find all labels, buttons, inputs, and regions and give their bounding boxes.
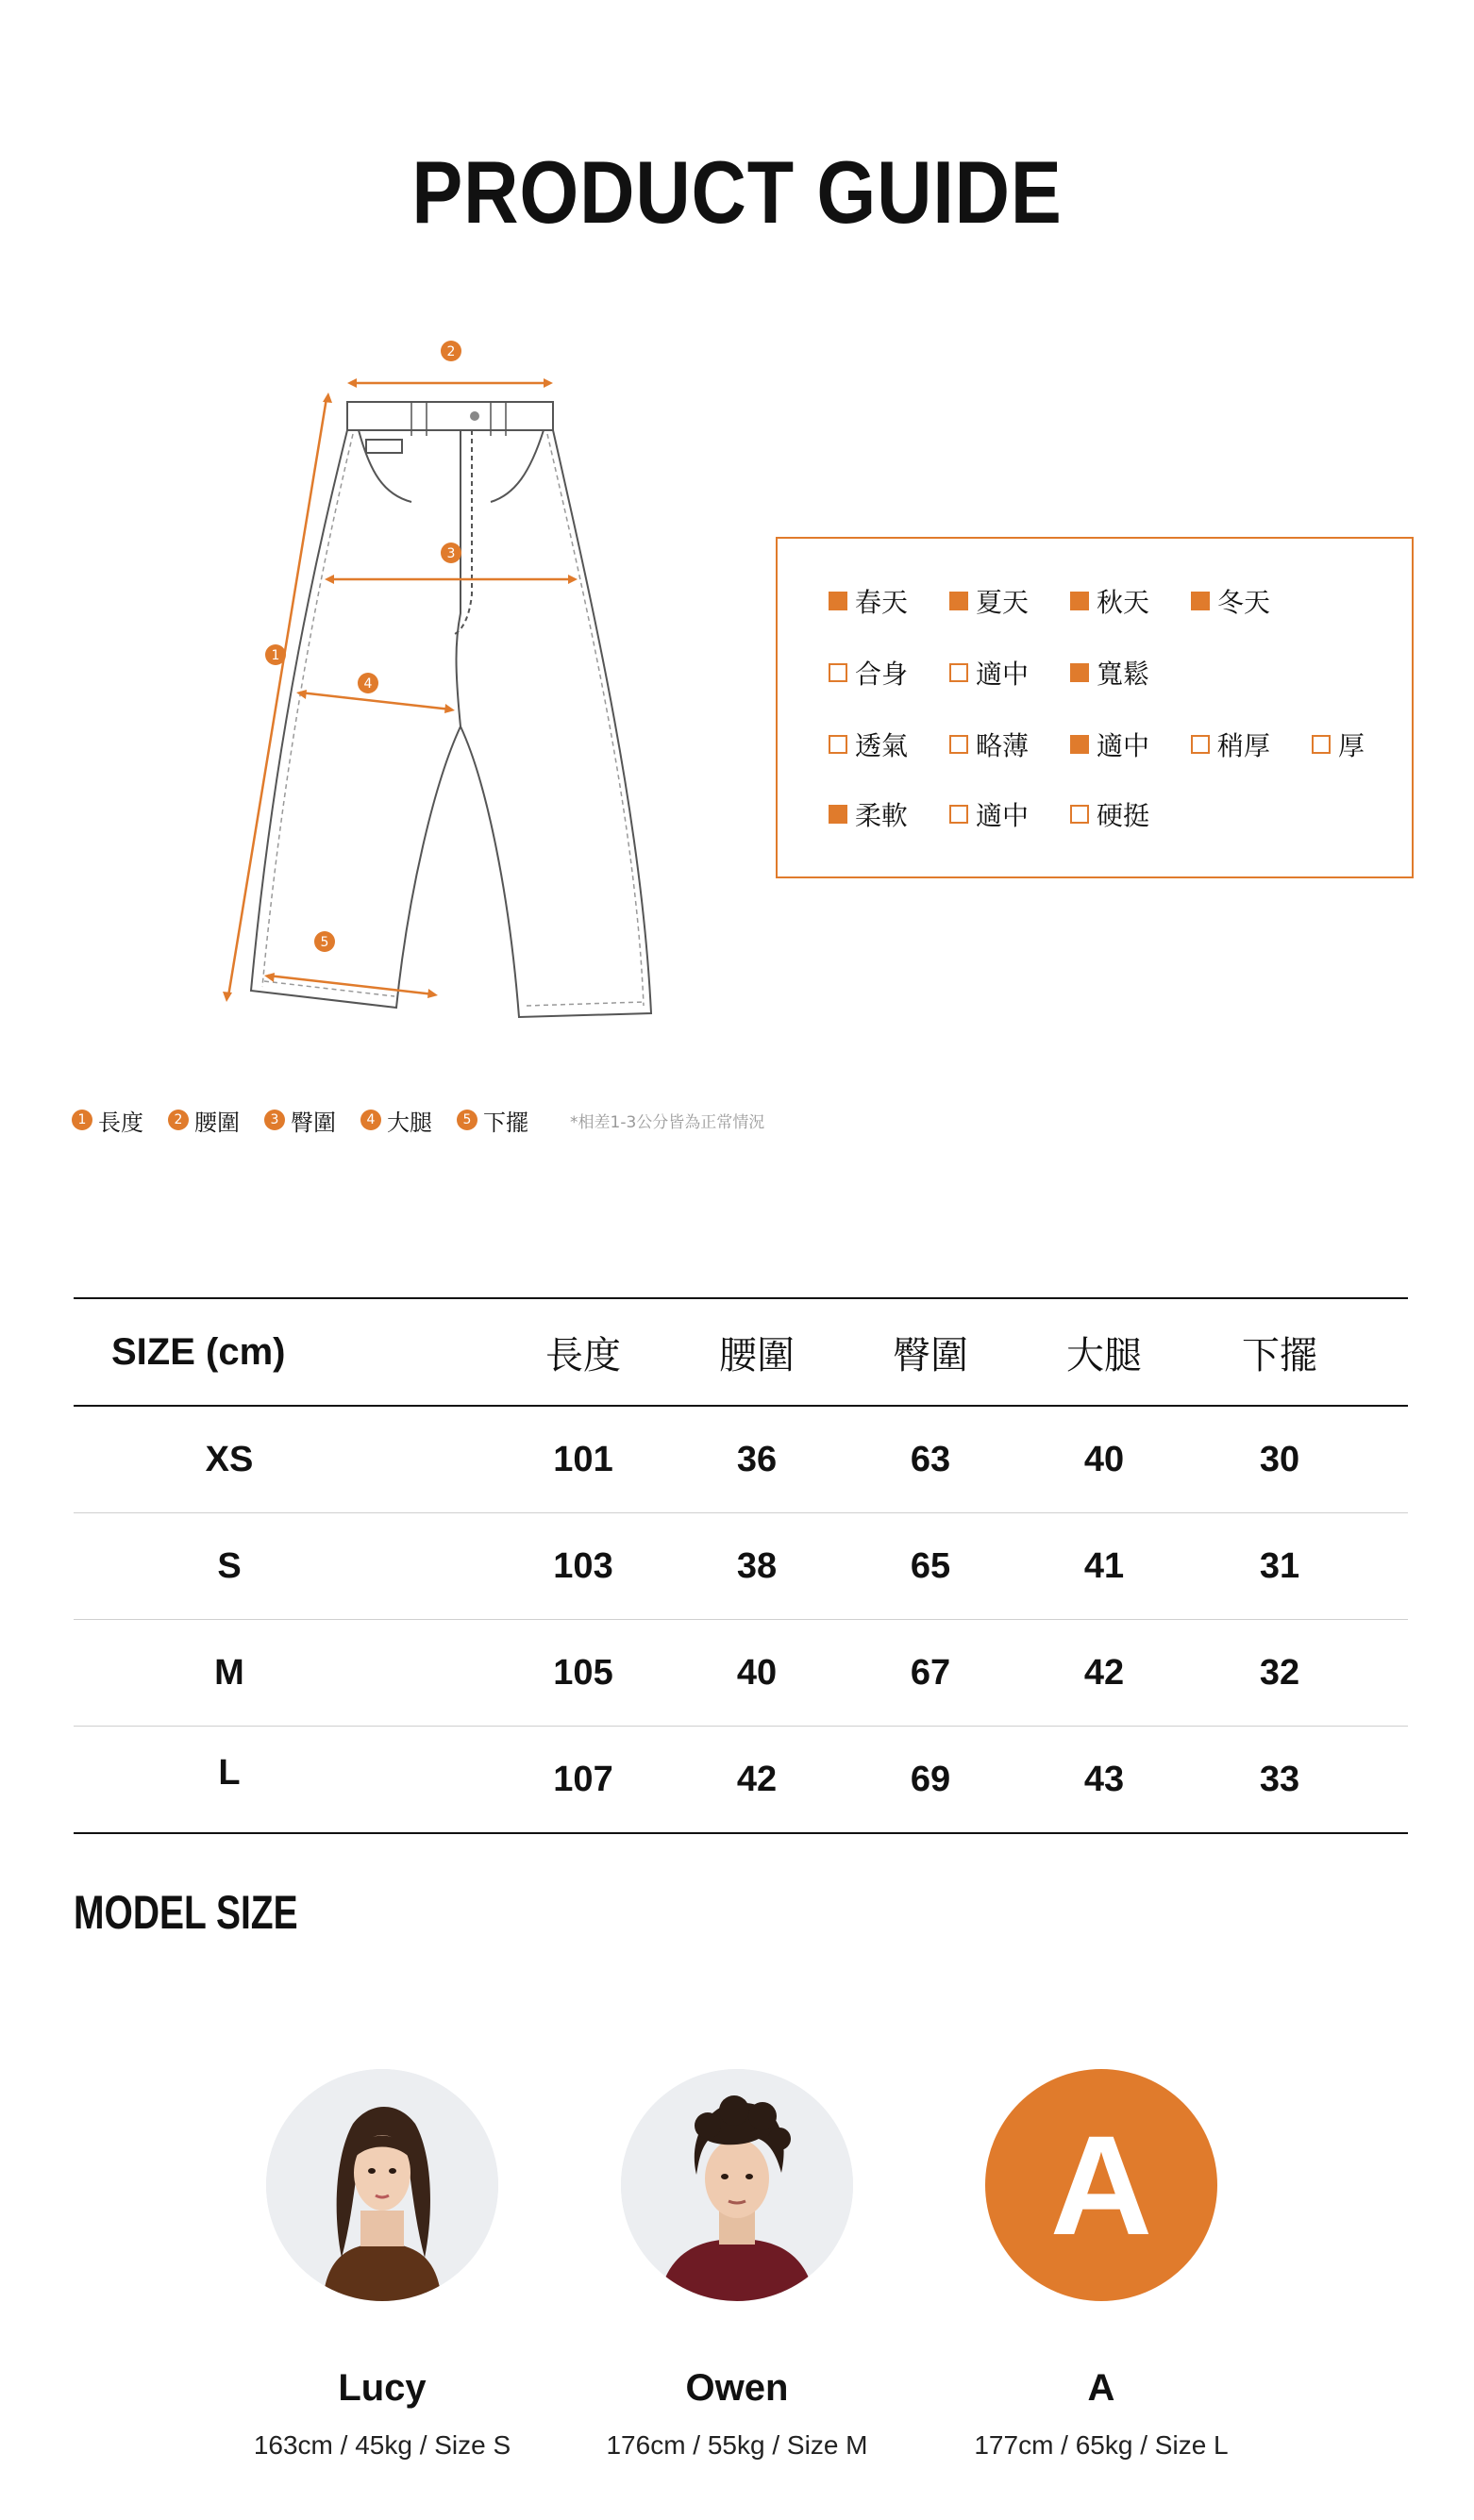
pants-measurement-diagram [208,330,698,1028]
page-title: PRODUCT GUIDE [411,142,1063,242]
header-thigh: 大腿 [1066,1333,1142,1377]
checkbox-icon [1191,735,1210,754]
table-cell: 40 [736,1652,778,1693]
header-size: SIZE (cm) [111,1330,286,1373]
feature-item: 柔軟 [829,797,949,831]
table-cell: 41 [1083,1545,1125,1586]
model-name: Lucy [338,2367,427,2409]
checkbox-icon [829,663,847,682]
legend-item: 1 長度 [72,1104,143,1137]
feature-item: 寬鬆 [1070,656,1191,690]
avatar-letter: A [1049,2105,1153,2264]
feature-item: 硬挺 [1070,797,1191,831]
marker-3: 3 [446,546,456,561]
checkbox-icon [949,663,968,682]
measurement-legend [72,1104,764,1136]
checkbox-icon [1070,592,1089,610]
model-info: 177cm / 65kg / Size L [974,2430,1229,2460]
model-name: Owen [685,2367,789,2409]
model-name: A [1087,2367,1115,2409]
checkbox-icon [1191,592,1210,610]
table-row [74,1407,1408,1512]
model-avatar-letter [985,2069,1217,2301]
checkbox-icon [949,592,968,610]
size-cell: M [214,1652,244,1693]
size-cell: XS [205,1439,254,1479]
marker-4: 4 [363,676,373,692]
model-card [548,2069,926,2461]
model-avatar-woman [266,2069,498,2301]
checkbox-icon [1312,735,1331,754]
legend-item: 3 臀圍 [264,1104,336,1137]
table-cell: 30 [1259,1439,1300,1479]
checkbox-icon [949,735,968,754]
feature-item: 冬天 [1191,584,1312,618]
header-length: 長度 [545,1333,621,1377]
tolerance-note: *相差1-3公分皆為正常情況 [570,1112,765,1132]
woman-portrait-icon [266,2069,498,2301]
model-info: 176cm / 55kg / Size M [606,2430,868,2460]
legend-item: 4 大腿 [360,1104,432,1137]
model-avatar-man [621,2069,853,2301]
table-row [74,1513,1408,1619]
table-header-row [74,1299,1408,1405]
model-card [913,2069,1290,2461]
table-cell: 42 [736,1759,778,1799]
texture-row [829,797,1191,831]
feature-item: 厚 [1312,727,1432,761]
size-cell: L [218,1753,241,1793]
model-size-title: MODEL SIZE [74,1886,298,1939]
feature-item: 春天 [829,584,949,618]
table-cell: 65 [910,1545,951,1586]
table-cell: 103 [553,1545,613,1586]
table-row [74,1620,1408,1726]
table-cell: 32 [1259,1652,1300,1693]
table-rule [74,1832,1408,1834]
checkbox-icon [829,735,847,754]
marker-1: 1 [271,648,280,663]
feature-item: 秋天 [1070,584,1191,618]
size-cell: S [217,1545,242,1586]
checkbox-icon [1070,735,1089,754]
checkbox-icon [1070,805,1089,824]
header-hem: 下擺 [1242,1333,1317,1377]
table-cell: 40 [1083,1439,1125,1479]
feature-item: 適中 [1070,727,1191,761]
marker-2: 2 [446,344,456,359]
season-row [829,584,1312,618]
thickness-row [829,727,1432,761]
table-cell: 43 [1083,1759,1125,1799]
checkbox-icon [829,805,847,824]
table-cell: 36 [736,1439,778,1479]
checkbox-icon [1070,663,1089,682]
marker-5: 5 [320,935,329,950]
man-portrait-icon [621,2069,853,2301]
feature-item: 夏天 [949,584,1070,618]
model-info: 163cm / 45kg / Size S [253,2430,511,2460]
table-cell: 67 [910,1652,951,1693]
checkbox-icon [829,592,847,610]
legend-item: 5 下擺 [457,1104,528,1137]
table-cell: 31 [1259,1545,1300,1586]
table-cell: 38 [736,1545,778,1586]
feature-item: 適中 [949,797,1070,831]
table-cell: 101 [553,1439,613,1479]
table-cell: 33 [1259,1759,1300,1799]
checkbox-icon [949,805,968,824]
table-cell: 42 [1083,1652,1125,1693]
header-waist: 腰圍 [719,1333,795,1377]
table-cell: 63 [910,1439,951,1479]
table-cell: 107 [553,1759,613,1799]
header-hip: 臀圍 [893,1333,968,1377]
table-cell: 105 [553,1652,613,1693]
table-cell: 69 [910,1759,951,1799]
table-row [74,1727,1408,1832]
legend-item: 2 腰圍 [168,1104,240,1137]
size-table [74,1297,1408,1834]
fabric-feature-box [776,537,1414,878]
fit-row [829,656,1191,690]
model-card [193,2069,571,2461]
feature-item: 適中 [949,656,1070,690]
feature-item: 稍厚 [1191,727,1312,761]
feature-item: 略薄 [949,727,1070,761]
feature-item: 透氣 [829,727,949,761]
feature-item: 合身 [829,656,949,690]
